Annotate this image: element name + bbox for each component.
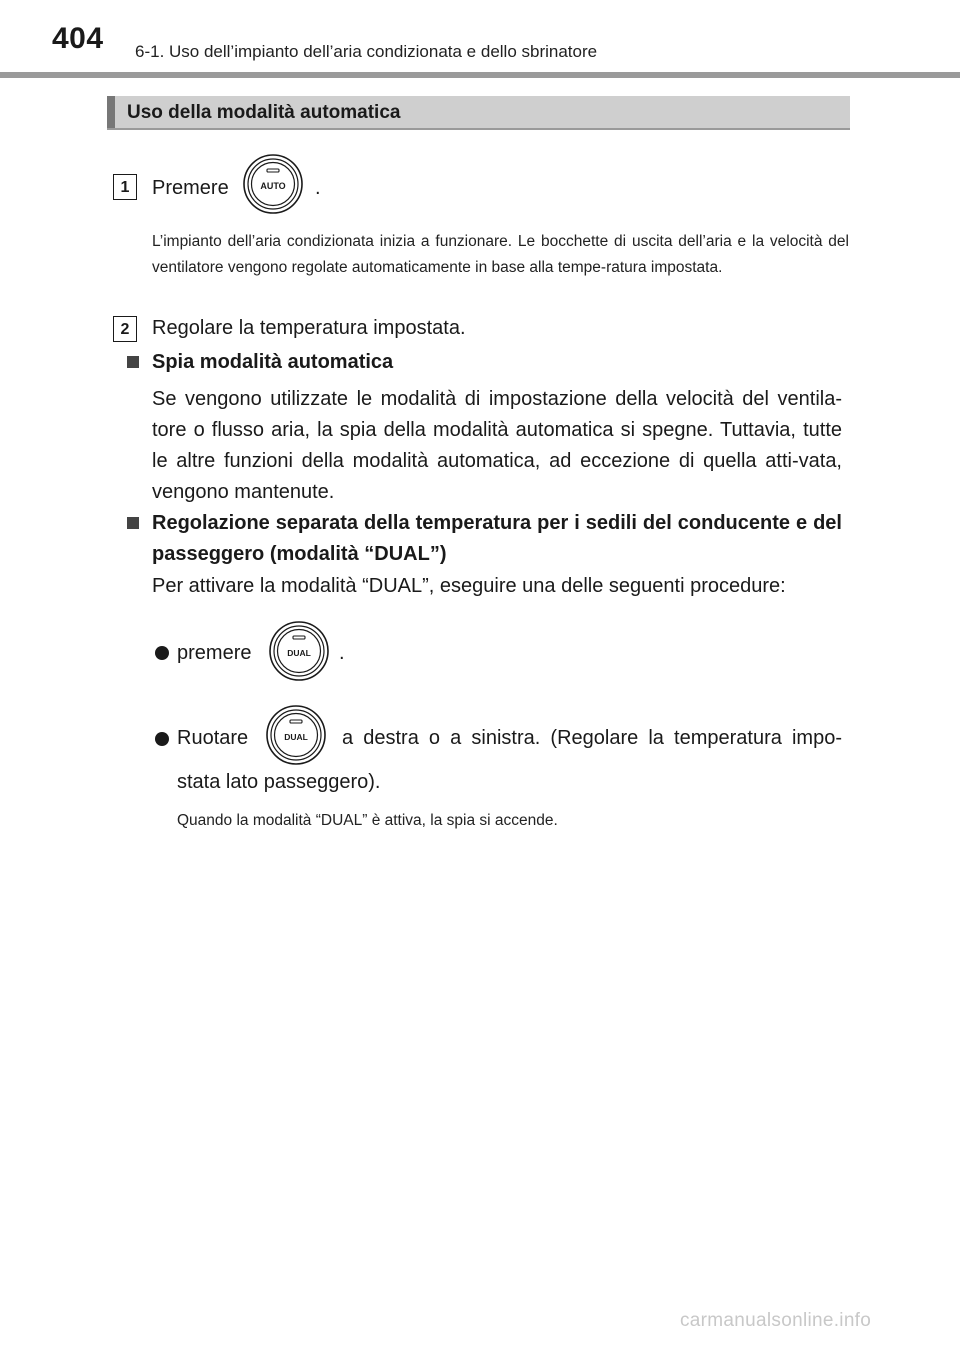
- step-1-text: [152, 173, 229, 203]
- auto-button-label: AUTO: [260, 181, 286, 191]
- section-rule: [107, 128, 850, 130]
- section-title: Uso della modalità automatica: [127, 102, 401, 123]
- subsection-2-body: Per attivare la modalità “DUAL”, eseguire una delle seguenti procedure:: [152, 575, 786, 597]
- step-1-text-before: Premere: [152, 177, 229, 199]
- auto-button-icon: [242, 153, 304, 215]
- subsection-1-title: Spia modalità automatica: [152, 351, 394, 373]
- step-number-1: 1: [113, 174, 137, 200]
- bullet-1-text-after: .: [339, 642, 345, 664]
- dual-button-label: DUAL: [287, 648, 311, 658]
- bullet-2-continuation: stata lato passeggero).: [177, 771, 381, 793]
- square-bullet-icon: [127, 356, 139, 368]
- subsection-1-body: Se vengono utilizzate le modalità di impostazione della velocità del ventila-tore o flusso aria, la spia della modalità automatica si spegne. Tuttavia, tutte le altre funzioni della modalità automatica, ad eccezione di quella atti-vata, vengono mantenute.: [152, 388, 842, 503]
- step-number-2: 2: [113, 316, 137, 342]
- round-bullet-icon: [155, 732, 169, 746]
- step-1-text-after: .: [315, 177, 321, 199]
- page-number: 404: [52, 22, 104, 55]
- subsection-2-title: Regolazione separata della temperatura per i sedili del conducente e del passeggero (modalità “DUAL”): [152, 512, 842, 565]
- step-2-text: Regolare la temperatura impostata.: [152, 317, 466, 339]
- dual-button-icon: [268, 620, 330, 682]
- bullet-2-text-before: Ruotare: [177, 727, 249, 749]
- bullet-1-text-before: premere: [177, 642, 252, 664]
- subsection-2-note: Quando la modalità “DUAL” è attiva, la spia si accende.: [177, 812, 558, 829]
- header-rule: [0, 72, 960, 78]
- square-bullet-icon: [127, 517, 139, 529]
- page-header: [0, 0, 960, 80]
- dual-dial-icon: [265, 704, 327, 766]
- section-heading-bar: [107, 96, 850, 130]
- watermark: carmanualsonline.info: [680, 1310, 872, 1331]
- chapter-title: 6-1. Uso dell’impianto dell’aria condizionata e dello sbrinatore: [135, 42, 598, 61]
- step-1-note: L’impianto dell’aria condizionata inizia a funzionare. Le bocchette di uscita dell’aria e la velocità del ventilatore vengono regolate automaticamente in base alla tempe-ratura impostata.: [152, 233, 849, 276]
- dual-dial-label: DUAL: [284, 732, 308, 742]
- section-accent: [107, 96, 115, 130]
- round-bullet-icon: [155, 646, 169, 660]
- bullet-2-text-after: a destra o a sinistra. (Regolare la temperatura impo-: [342, 727, 842, 749]
